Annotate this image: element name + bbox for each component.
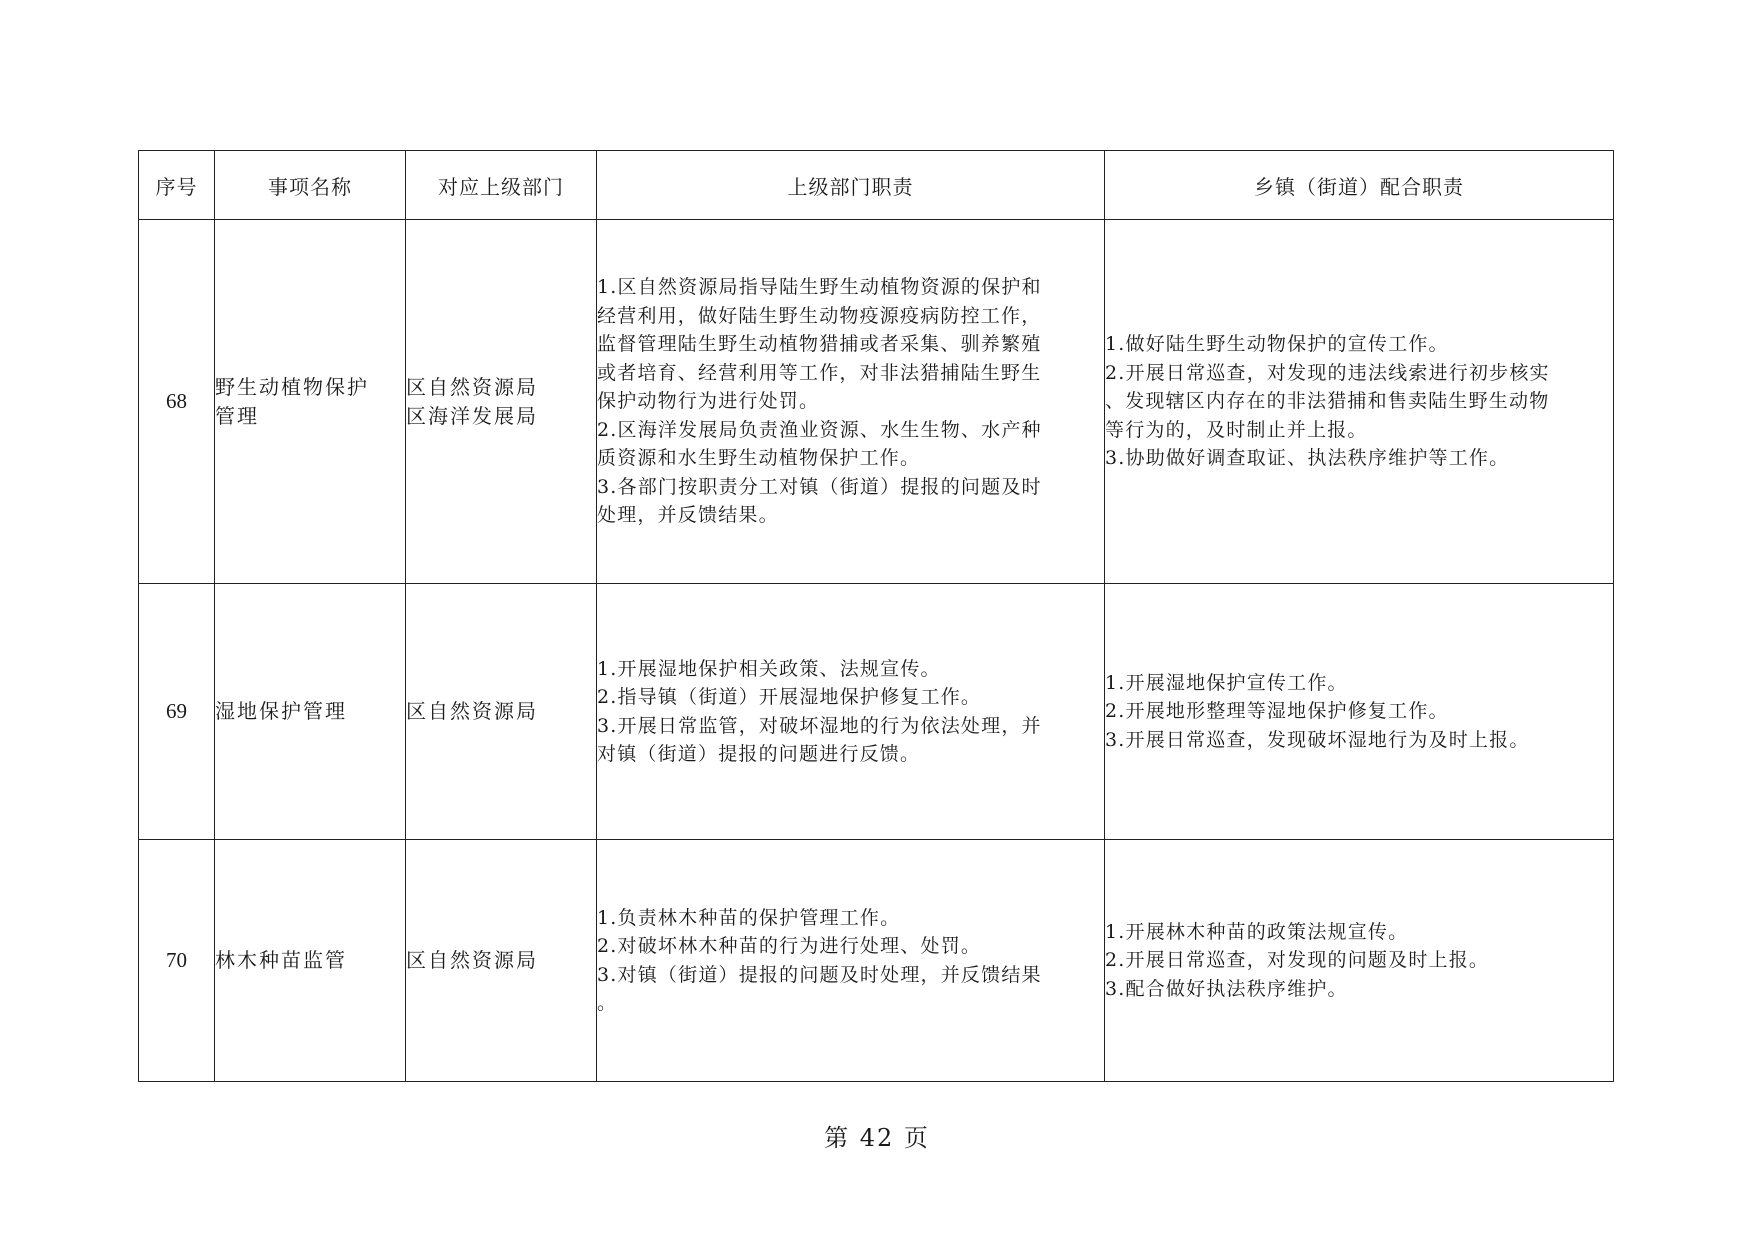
header-town-duty: 乡镇（街道）配合职责: [1105, 151, 1614, 220]
header-dept: 对应上级部门: [406, 151, 597, 220]
row-item-name-line: 湿地保护管理: [215, 699, 347, 723]
duty-table: [138, 150, 1614, 1082]
upper-duty-line: 3.对镇（街道）提报的问题及时处理，并反馈结果: [597, 963, 1042, 986]
upper-duty-line: 质资源和水生野生动植物保护工作。: [597, 447, 921, 470]
row-dept-line: 区自然资源局: [406, 699, 538, 723]
row-dept-line: 区自然资源局: [406, 948, 538, 972]
upper-duty-line: 3.各部门按职责分工对镇（街道）提报的问题及时: [597, 475, 1042, 498]
row-dept: [406, 840, 597, 1082]
upper-duty-line: 。: [597, 992, 618, 1014]
upper-duty-line: 2.指导镇（街道）开展湿地保护修复工作。: [597, 686, 982, 708]
upper-duty-line: 对镇（街道）提报的问题进行反馈。: [597, 743, 921, 765]
upper-duty-line: 1.开展湿地保护相关政策、法规宣传。: [597, 657, 941, 680]
row-item-name-line: 管理: [215, 403, 259, 428]
town-duty-line: 2.开展日常巡查，对发现的违法线索进行初步核实: [1105, 361, 1550, 384]
row-item-name-line: 野生动植物保护: [215, 374, 369, 399]
row-town-duty: [1105, 220, 1614, 584]
row-dept-line: 区自然资源局: [406, 374, 538, 399]
row-town-duty: [1105, 840, 1614, 1082]
table-row: [139, 220, 1614, 584]
upper-duty-line: 3.开展日常监管，对破坏湿地的行为依法处理，并: [597, 714, 1042, 737]
town-duty-line: 2.开展日常巡查，对发现的问题及时上报。: [1105, 949, 1490, 972]
row-upper-duty: [597, 584, 1105, 840]
row-town-duty: [1105, 584, 1614, 840]
upper-duty-line: 保护动物行为进行处罚。: [597, 390, 820, 413]
row-upper-duty: [597, 220, 1105, 584]
town-duty-line: 1.做好陆生野生动物保护的宣传工作。: [1105, 333, 1449, 356]
town-duty-line: 等行为的，及时制止并上报。: [1105, 418, 1368, 441]
upper-duty-line: 处理，并反馈结果。: [597, 504, 779, 527]
header-serial: 序号: [139, 151, 215, 220]
town-duty-line: 3.配合做好执法秩序维护。: [1105, 977, 1348, 1000]
upper-duty-line: 经营利用，做好陆生野生动物疫源疫病防控工作，: [597, 304, 1042, 327]
upper-duty-line: 1.区自然资源局指导陆生野生动植物资源的保护和: [597, 276, 1042, 299]
row-item-name: [215, 220, 406, 584]
town-duty-line: 2.开展地形整理等湿地保护修复工作。: [1105, 700, 1449, 723]
header-upper-duty: 上级部门职责: [597, 151, 1105, 220]
row-item-name-line: 林木种苗监管: [215, 948, 347, 972]
upper-duty-line: 监督管理陆生野生动植物猎捕或者采集、驯养繁殖: [597, 333, 1042, 356]
header-item-name: 事项名称: [215, 151, 406, 220]
row-serial: 70: [139, 840, 215, 1082]
row-dept-line: 区海洋发展局: [406, 403, 538, 428]
upper-duty-line: 2.区海洋发展局负责渔业资源、水生生物、水产种: [597, 418, 1042, 441]
town-duty-line: 1.开展林木种苗的政策法规宣传。: [1105, 920, 1409, 943]
row-item-name: [215, 584, 406, 840]
table-header-row: [139, 151, 1614, 220]
table-row: [139, 584, 1614, 840]
row-dept: [406, 220, 597, 584]
upper-duty-line: 1.负责林木种苗的保护管理工作。: [597, 906, 901, 929]
page-number: 第 42 页: [824, 1124, 930, 1152]
town-duty-line: 3.协助做好调查取证、执法秩序维护等工作。: [1105, 447, 1510, 470]
row-item-name: [215, 840, 406, 1082]
town-duty-line: 、发现辖区内存在的非法猎捕和售卖陆生野生动物: [1105, 390, 1550, 413]
upper-duty-line: 或者培育、经营利用等工作，对非法猎捕陆生野生: [597, 361, 1042, 384]
town-duty-line: 3.开展日常巡查，发现破坏湿地行为及时上报。: [1105, 728, 1530, 751]
row-dept: [406, 584, 597, 840]
row-serial: 69: [139, 584, 215, 840]
table-row: [139, 840, 1614, 1082]
town-duty-line: 1.开展湿地保护宣传工作。: [1105, 671, 1348, 694]
upper-duty-line: 2.对破坏林木种苗的行为进行处理、处罚。: [597, 935, 982, 957]
row-serial: 68: [139, 220, 215, 584]
row-upper-duty: [597, 840, 1105, 1082]
